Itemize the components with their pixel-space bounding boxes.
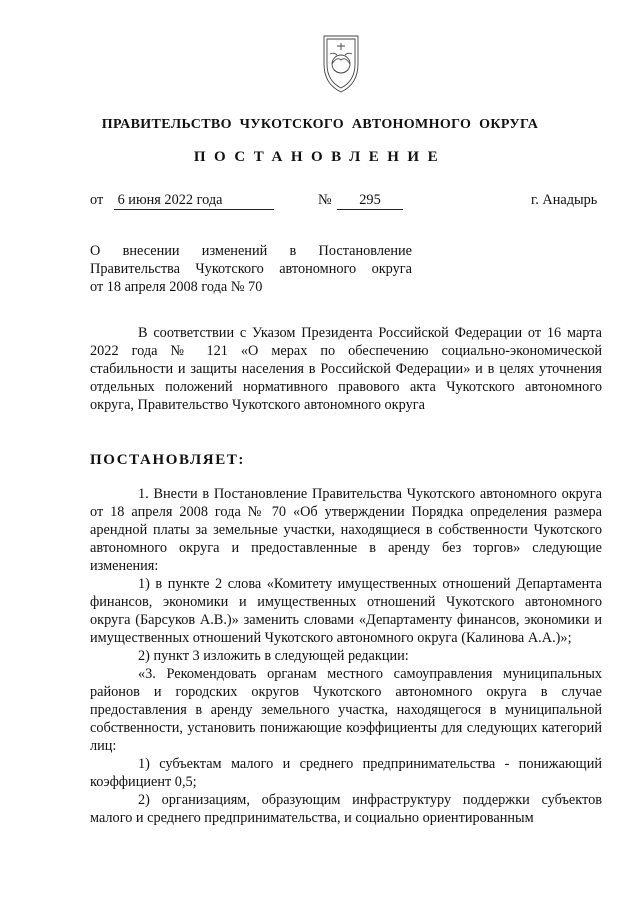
body-paragraph: 1) субъектам малого и среднего предпринимательства - понижающий коэффициент 0,5; [90, 756, 602, 790]
body-paragraph: 1. Внести в Постановление Правительства Чукотского автономного округа от 18 апреля 2008 года № 70 «Об утверждении Порядка определения размера арендной платы за земельные участки, находящиеся в собственности Чукотского автономного округа и предоставленные в аренду без торгов» следующие изменения: [90, 486, 602, 574]
document-date: 6 июня 2022 года [114, 191, 274, 210]
subject-line: Правительства Чукотского автономного округа [90, 261, 412, 277]
coat-of-arms-emblem [304, 30, 378, 96]
document-type-title: ПОСТАНОВЛЕНИЕ [193, 149, 447, 165]
date-prefix: от [90, 192, 104, 208]
decree-body [90, 485, 602, 827]
document-city: г. Анадырь [531, 192, 598, 208]
body-paragraph: 1) в пункте 2 слова «Комитету имущественных отношений Департамента финансов, экономики и имущественных отношений Чукотского автономного округа (Барсуков А.В.)» заменить словами «Департаменту финансов, экономики и имущественных отношений Чукотского автономного округа (Калинова А.А.)»; [90, 576, 602, 646]
document-subject [90, 242, 412, 296]
preamble-paragraph: В соответствии с Указом Президента Российской Федерации от 16 марта 2022 года № 121 «О мерах по обеспечению социально-экономической стабильности и защиты населения в Российской Федерации» и в целях уточнения отдельных положений нормативного правового акта Чукотского автономного округа, Правительство Чукотского автономного округа [90, 325, 602, 413]
body-paragraph: 2) организациям, образующим инфраструктуру поддержки субъектов малого и среднего предпринимательства, и социально ориентированным [90, 792, 602, 826]
body-paragraph: «3. Рекомендовать органам местного самоуправления муниципальных районов и городских округов Чукотского автономного округа в случае предоставления в аренду земельного участка, находящегося в муниципальной собственности, установить понижающие коэффициенты для следующих категорий лиц: [90, 666, 602, 754]
document-meta-row [0, 191, 640, 211]
subject-line: от 18 апреля 2008 года № 70 [90, 279, 263, 295]
number-prefix: № [318, 192, 332, 208]
subject-line: О внесении изменений в Постановление [90, 243, 412, 259]
body-paragraph: 2) пункт 3 изложить в следующей редакции: [138, 648, 409, 664]
document-number: 295 [337, 191, 403, 210]
decree-heading: ПОСТАНОВЛЯЕТ: [90, 452, 246, 468]
government-title: ПРАВИТЕЛЬСТВО ЧУКОТСКОГО АВТОНОМНОГО ОКРУГА [101, 117, 539, 132]
